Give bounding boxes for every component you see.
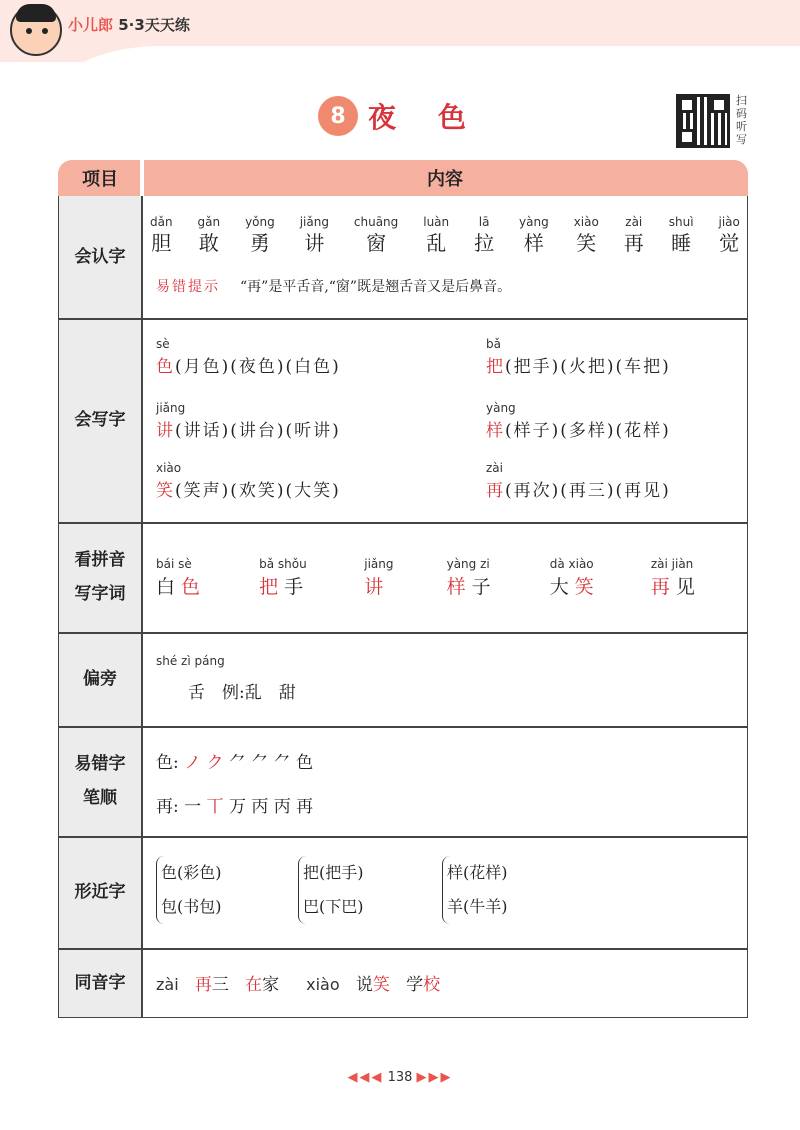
pinyin-word: yàng zi 样子 (446, 557, 497, 598)
pinyin-word: bǎ shǒu 把手 (259, 557, 310, 598)
radical-pinyin: shé zì páng (156, 654, 225, 668)
char-cell: gǎn 敢 (197, 215, 221, 255)
qr-code-icon[interactable] (676, 94, 730, 148)
char-cell: luàn 乱 (423, 215, 450, 255)
row-divider (58, 726, 748, 728)
qr-label: 扫码听写 (736, 94, 747, 146)
radical-line: 舌 例:乱 甜 (188, 683, 296, 703)
char-cell: lā 拉 (474, 215, 495, 255)
similar-group: 把(把手) 巴(下巴) (298, 856, 364, 924)
column-header-content: 内容 (427, 169, 463, 190)
write-item: zài 再(再次)(再三)(再见) (486, 461, 671, 501)
label-pinyin: 看拼音 写字词 (74, 550, 126, 604)
label-stroke-order: 易错字 笔顺 (74, 754, 126, 808)
write-item: jiǎng 讲(讲话)(讲台)(听讲) (156, 401, 341, 441)
pinyin-word: jiǎng 讲 (364, 557, 394, 598)
lesson-heading (318, 96, 508, 136)
row-divider (58, 948, 748, 950)
lesson-title: 夜色 (368, 101, 509, 134)
pinyin-words (156, 556, 746, 599)
lesson-number: 8 (318, 96, 358, 136)
write-item: xiào 笑(笑声)(欢笑)(大笑) (156, 461, 341, 501)
tip-text: “再”是平舌音,“窗”既是翘舌音又是后鼻音。 (240, 279, 512, 295)
recognize-chars (150, 214, 740, 256)
column-header-item: 项目 (82, 169, 118, 190)
stroke-order-line: 色: ノ ク ⺈ ⺈ ⺈ 色 (156, 753, 314, 773)
label-radical: 偏旁 (83, 669, 117, 689)
char-cell: chuāng 窗 (353, 215, 399, 255)
pinyin-word: zài jiàn 再见 (650, 557, 701, 598)
row-divider (58, 632, 748, 634)
stroke-order-line: 再: 一 丅 万 丙 丙 再 (156, 797, 314, 817)
mascot-icon (10, 4, 62, 56)
next-arrows-icon: ▶▶▶ (416, 1070, 453, 1085)
pinyin-word: dà xiào 大笑 (549, 557, 600, 598)
char-cell: yǒng 勇 (245, 215, 275, 255)
header-divider (140, 160, 144, 196)
char-cell: shuì 睡 (668, 215, 694, 255)
char-cell: dǎn 胆 (150, 215, 173, 255)
label-write: 会写字 (74, 410, 126, 430)
pinyin-word: bái sè 白色 (156, 557, 207, 598)
page-number: 138 (387, 1070, 413, 1085)
write-item: sè 色(月色)(夜色)(白色) (156, 337, 341, 377)
brand-title: 小儿郎 5·3天天练 (68, 16, 190, 34)
label-homophone: 同音字 (74, 973, 126, 993)
char-cell: xiào 笑 (573, 215, 599, 255)
similar-group: 样(花样) 羊(牛羊) (442, 856, 508, 924)
tip-label: 易错提示 (156, 279, 220, 295)
char-cell: zài 再 (623, 215, 644, 255)
row-divider (58, 318, 748, 320)
prev-arrows-icon: ◀◀◀ (347, 1070, 384, 1085)
label-recognize: 会认字 (74, 247, 126, 267)
page-footer (0, 1070, 800, 1085)
row-divider (58, 836, 748, 838)
row-divider (58, 522, 748, 524)
homophone-line: zài 再三 在家 xiào 说笑 学校 (156, 975, 441, 995)
similar-group: 色(彩色) 包(书包) (156, 856, 222, 924)
write-item: bǎ 把(把手)(火把)(车把) (486, 337, 671, 377)
char-cell: jiào 觉 (718, 215, 740, 255)
label-similar: 形近字 (74, 882, 126, 902)
write-item: yàng 样(样子)(多样)(花样) (486, 401, 671, 441)
char-cell: jiǎng 讲 (299, 215, 329, 255)
char-cell: yàng 样 (519, 215, 549, 255)
error-tip (156, 276, 511, 296)
